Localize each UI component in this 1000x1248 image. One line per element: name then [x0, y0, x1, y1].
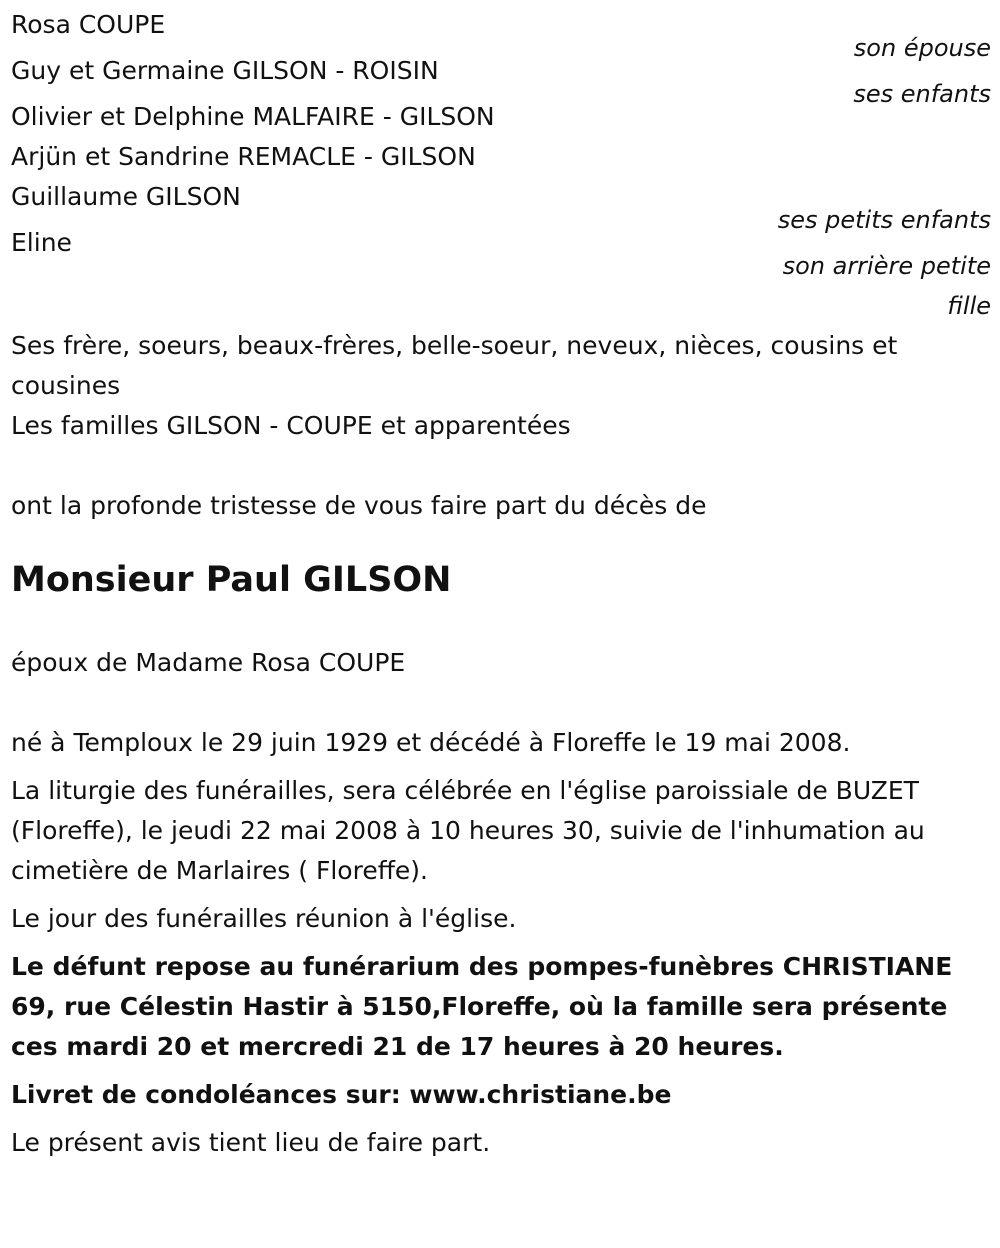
liturgy-text: La liturgie des funérailles, sera célébrée en l'église paroissiale de BUZET (Floreffe), le jeudi 22 mai 2008 à 10 heures 30, suivie de l'inhumation au cimetière de Marlaires ( Floreffe).: [11, 776, 925, 885]
grandchild-2: Arjün et Sandrine REMACLE - GILSON: [11, 142, 476, 171]
funerarium-text: Le défunt repose au funérarium des pompes-funèbres CHRISTIANE 69, rue Célestin Hastir à 5150,Floreffe, où la famille sera présente ces mardi 20 et mercredi 21 de 17 heures à 20 heures.: [11, 952, 953, 1061]
obituary-notice: [11, 0, 991, 1163]
families-line: Les familles GILSON - COUPE et apparentées: [11, 411, 571, 440]
intro-text: ont la profonde tristesse de vous faire part du décès de: [11, 491, 707, 520]
spouse-role: son épouse: [853, 34, 991, 62]
condolences-text: Livret de condoléances sur: www.christiane.be: [11, 1080, 672, 1109]
siblings-line: Ses frère, soeurs, beaux-frères, belle-soeur, neveux, nièces, cousins et cousines: [11, 331, 898, 400]
great-grandchild-name: Eline: [11, 228, 72, 257]
great-grandchild-role-2: fille: [947, 292, 991, 320]
spouse-of-text: époux de Madame Rosa COUPE: [11, 648, 406, 677]
deceased-name: Monsieur Paul GILSON: [11, 560, 452, 600]
great-grandchild-role-1: son arrière petite: [782, 252, 991, 280]
notice-text: Le présent avis tient lieu de faire part.: [11, 1128, 491, 1157]
grandchild-3: Guillaume GILSON: [11, 182, 241, 211]
meeting-text: Le jour des funérailles réunion à l'église.: [11, 904, 517, 933]
spouse-name: Rosa COUPE: [11, 10, 166, 39]
grandchildren-role: ses petits enfants: [777, 206, 991, 234]
children-role: ses enfants: [853, 80, 991, 108]
grandchild-1: Olivier et Delphine MALFAIRE - GILSON: [11, 102, 495, 131]
birth-death-text: né à Temploux le 29 juin 1929 et décédé à Floreffe le 19 mai 2008.: [11, 728, 851, 757]
children-name: Guy et Germaine GILSON - ROISIN: [11, 56, 439, 85]
